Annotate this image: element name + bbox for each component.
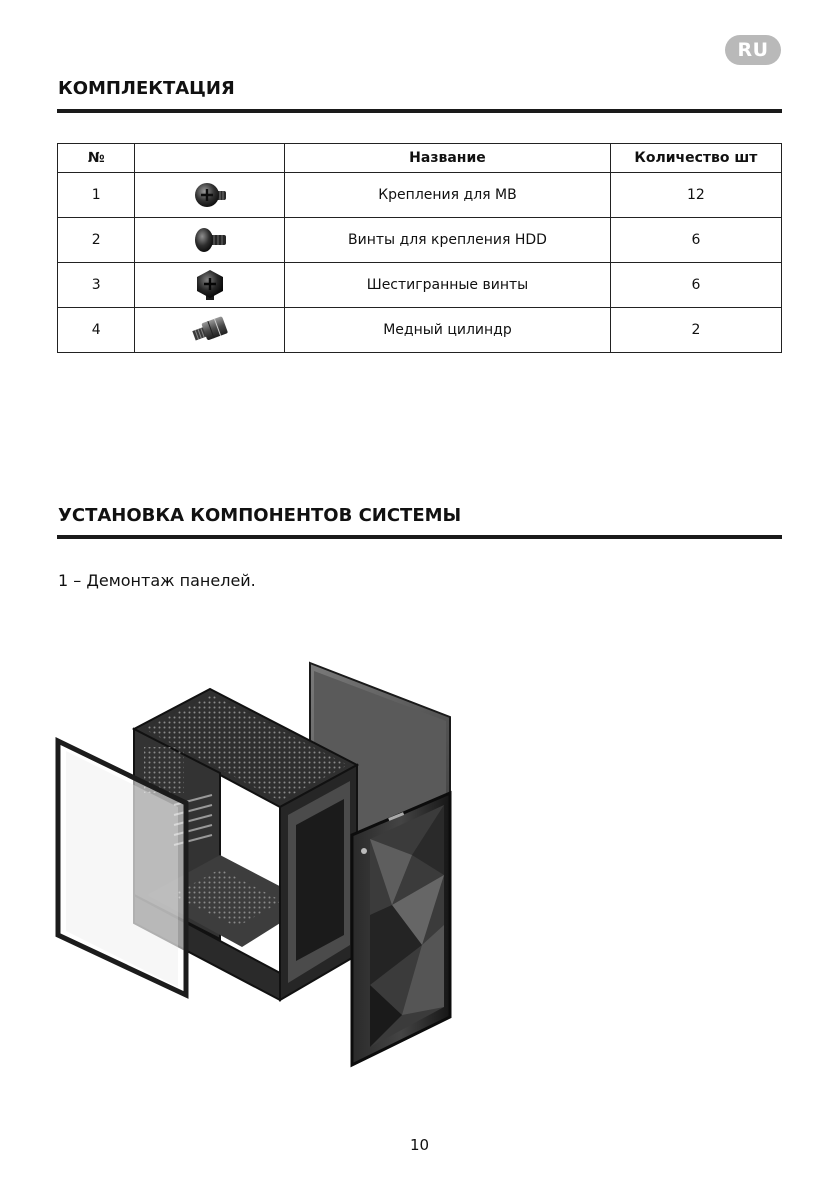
column-header-name: Название	[285, 144, 611, 173]
table-row	[58, 308, 782, 353]
kit-table	[57, 143, 782, 353]
row-no: 2	[58, 218, 135, 263]
row-no: 1	[58, 173, 135, 218]
kit-section-title: КОМПЛЕКТАЦИЯ	[58, 78, 235, 99]
row-image	[135, 173, 285, 218]
copper-standoff-icon	[189, 314, 231, 346]
row-name: Медный цилиндр	[285, 308, 611, 353]
row-name: Винты для крепления HDD	[285, 218, 611, 263]
row-name: Шестигранные винты	[285, 263, 611, 308]
row-no: 3	[58, 263, 135, 308]
row-name: Крепления для MB	[285, 173, 611, 218]
language-badge: RU	[725, 35, 781, 65]
front-panel	[352, 793, 450, 1065]
table-row	[58, 218, 782, 263]
kit-table-header	[58, 144, 782, 173]
column-header-image	[135, 144, 285, 173]
row-image	[135, 218, 285, 263]
mb-mount-screw-icon	[190, 179, 230, 211]
kit-title-rule	[57, 109, 782, 113]
row-qty: 2	[610, 308, 781, 353]
pc-case-exploded-illustration	[52, 655, 462, 1075]
table-row	[58, 263, 782, 308]
install-title-rule	[57, 535, 782, 539]
hdd-screw-icon	[190, 224, 230, 256]
install-section-title: УСТАНОВКА КОМПОНЕНТОВ СИСТЕМЫ	[58, 505, 462, 526]
page-number: 10	[409, 1136, 430, 1154]
row-qty: 6	[610, 263, 781, 308]
row-no: 4	[58, 308, 135, 353]
row-qty: 6	[610, 218, 781, 263]
row-image	[135, 263, 285, 308]
row-image	[135, 308, 285, 353]
column-header-qty: Количество шт	[610, 144, 781, 173]
step-1-text: 1 – Демонтаж панелей.	[58, 571, 256, 590]
row-qty: 12	[610, 173, 781, 218]
column-header-no: №	[58, 144, 135, 173]
hex-screw-icon	[192, 268, 228, 302]
table-row	[58, 173, 782, 218]
